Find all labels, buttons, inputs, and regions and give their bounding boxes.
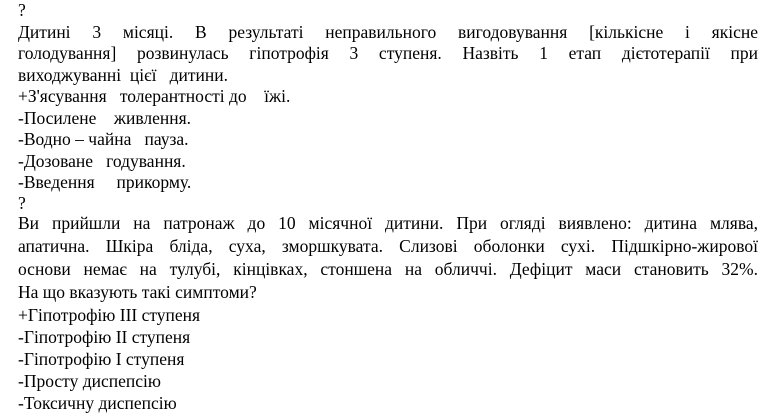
answer-option: -Водно – чайна пауза. — [18, 129, 189, 149]
question-2 — [18, 194, 758, 304]
question-marker: ? — [18, 0, 26, 20]
answer-option: -Гіпотрофію I ступеня — [18, 348, 185, 369]
question-2-answers — [18, 304, 758, 414]
answer-option: -Просту диспепсію — [18, 370, 161, 391]
question-text-line: голодування] розвинулась гіпотрофія 3 ступеня. Назвіть 1 етап дієтотерапії при — [18, 43, 758, 63]
answer-option: -Токсичну диспепсію — [18, 392, 177, 413]
answer-option: -Гіпотрофію II ступеня — [18, 326, 191, 347]
document-page — [18, 0, 758, 414]
answer-option: -Дозоване годування. — [18, 150, 186, 171]
answer-correct: +З'ясування толерантності до їжі. — [18, 86, 291, 106]
question-text-line: На що вказують такі симптоми? — [18, 281, 257, 302]
question-text-line: Дитині 3 місяці. В результаті неправильного вигодовування [кількісне і якісне — [18, 21, 758, 42]
answer-correct: +Гіпотрофію III ступеня — [18, 304, 201, 325]
answer-option: -Посилене живлення. — [18, 107, 192, 128]
question-1 — [18, 0, 758, 194]
question-text-line: основи немає на тулубі, кінцівках, стоншена на обличчі. Дефіцит маси становить 32%. — [18, 258, 758, 279]
answer-option: -Введення прикорму. — [18, 172, 192, 192]
question-text-line: Ви прийшли на патронаж до 10 місячної дитини. При огляді виявлено: дитина млява, — [18, 212, 758, 233]
question-text-line: апатична. Шкіра бліда, суха, зморшкувата. Слизові оболонки сухі. Підшкірно-жирової — [18, 235, 758, 256]
question-text-line: виходжуванні цієї дитини. — [18, 64, 228, 85]
question-marker: ? — [18, 192, 26, 213]
